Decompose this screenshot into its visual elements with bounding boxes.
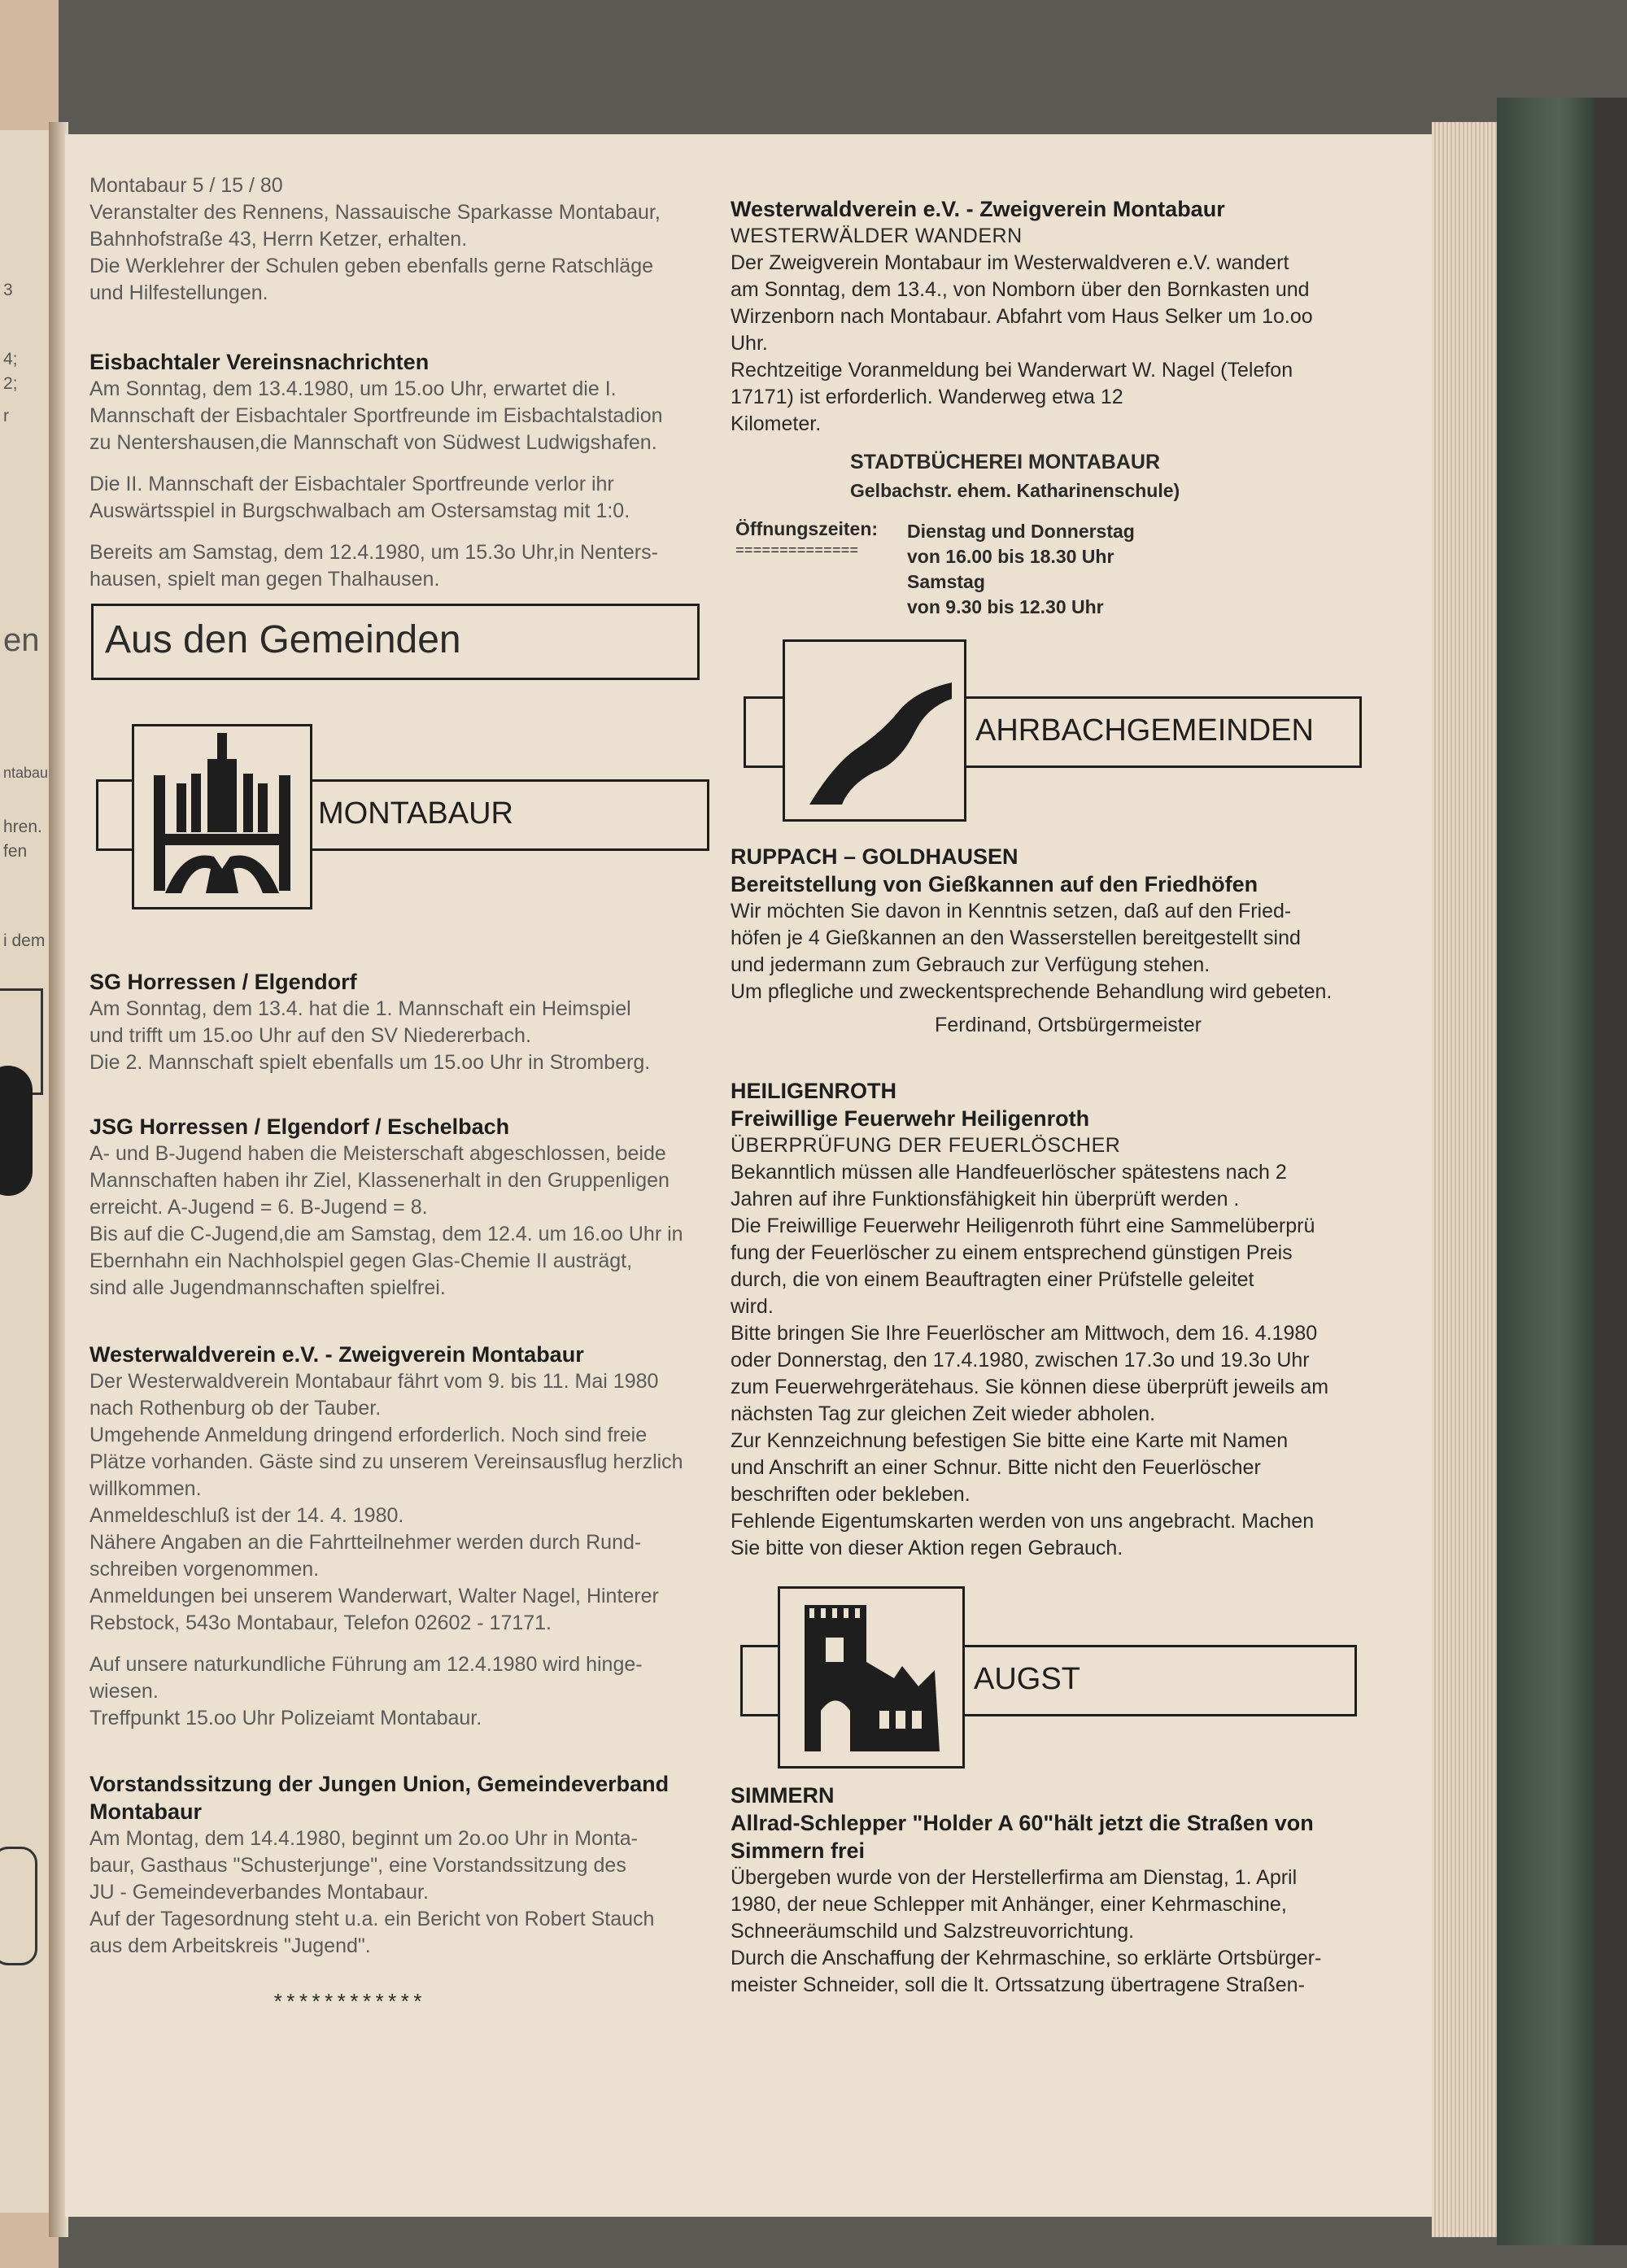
text-line: fung der Feuerlöscher zu einem entsprechend günstigen Preis bbox=[731, 1241, 1293, 1264]
text-line: Plätze vorhanden. Gäste sind zu unserem Vereinsausflug herzlich bbox=[89, 1450, 683, 1473]
text-line: hausen, spielt man gegen Thalhausen. bbox=[89, 568, 440, 591]
left-intro bbox=[89, 172, 724, 307]
page-edges bbox=[1432, 122, 1502, 2237]
text-line: A- und B-Jugend haben die Meisterschaft abgeschlossen, beide bbox=[89, 1142, 666, 1165]
castle-icon bbox=[134, 726, 310, 907]
prev-page-fragment: fen bbox=[3, 842, 28, 861]
text-line: Mannschaft der Eisbachtaler Sportfreunde im Eisbachtalstadion bbox=[89, 404, 663, 427]
text-line: Bis auf die C-Jugend,die am Samstag, dem 12.4. um 16.oo Uhr in bbox=[89, 1223, 683, 1245]
library-address: Gelbachstr. ehem. Katharinenschule) bbox=[850, 480, 1180, 501]
prev-page-fragment: 3 bbox=[3, 281, 13, 299]
text-line: Schneeräumschild und Salzstreuvorrichtung. bbox=[731, 1920, 1135, 1943]
text-line: am Sonntag, dem 13.4., von Nomborn über den Bornkasten und bbox=[731, 278, 1310, 301]
library-hours-label bbox=[735, 516, 914, 560]
text-line: erreicht. A-Jugend = 6. B-Jugend = 8. bbox=[89, 1196, 428, 1219]
text-line: JU - Gemeindeverbandes Montabaur. bbox=[89, 1881, 429, 1904]
library-notice bbox=[850, 449, 1257, 504]
article-heading: HEILIGENROTH bbox=[731, 1079, 897, 1103]
wwv-left-article bbox=[89, 1341, 732, 1732]
text-line: Nähere Angaben an die Fahrtteilnehmer werden durch Rund- bbox=[89, 1531, 642, 1554]
prev-page-fragment: en bbox=[3, 622, 40, 658]
text-line: Übergeben wurde von der Herstellerfirma am Dienstag, 1. April bbox=[731, 1866, 1298, 1889]
article-heading: Eisbachtaler Vereinsnachrichten bbox=[89, 350, 430, 374]
text-line: Rechtzeitige Voranmeldung bei Wanderwart W. Nagel (Telefon bbox=[731, 359, 1293, 382]
text-line: Anmeldungen bei unserem Wanderwart, Walter Nagel, Hinterer bbox=[89, 1585, 659, 1607]
text-line: Bitte bringen Sie Ihre Feuerlöscher am Mittwoch, dem 16. 4.1980 bbox=[731, 1322, 1318, 1345]
prev-page-emblem bbox=[0, 1066, 33, 1196]
hours-line: von 16.00 bis 18.30 Uhr bbox=[907, 546, 1114, 567]
tower-ruin-icon bbox=[780, 1589, 962, 1766]
text-line: Wirzenborn nach Montabaur. Abfahrt vom Haus Selker um 1o.oo bbox=[731, 305, 1313, 328]
text-line: nächsten Tag zur gleichen Zeit wieder abholen. bbox=[731, 1402, 1156, 1425]
article-heading: Vorstandssitzung der Jungen Union, Gemeindeverband bbox=[89, 1772, 670, 1796]
prev-page-fragment: 4; bbox=[3, 350, 18, 369]
text-line: Umgehende Anmeldung dringend erforderlich. Noch sind freie bbox=[89, 1424, 648, 1446]
text-line: Auf unsere naturkundliche Führung am 12.4.1980 wird hinge- bbox=[89, 1653, 643, 1676]
text-line: höfen je 4 Gießkannen an den Wasserstellen bereitgestellt sind bbox=[731, 927, 1301, 949]
text-line: baur, Gasthaus "Schusterjunge", eine Vorstandssitzung des bbox=[89, 1854, 626, 1877]
text-line: Sie bitte von dieser Aktion regen Gebrauch. bbox=[731, 1537, 1123, 1559]
text-line: zu Nentershausen,die Mannschaft von Südwest Ludwigshafen. bbox=[89, 431, 657, 454]
gemeinden-title: Aus den Gemeinden bbox=[105, 618, 461, 661]
gemeinden-banner bbox=[91, 604, 700, 680]
text-line: und Anschrift an einer Schnur. Bitte nicht den Feuerlöscher bbox=[731, 1456, 1261, 1479]
ruppach-article bbox=[731, 843, 1406, 1039]
text-line: schreiben vorgenommen. bbox=[89, 1558, 320, 1581]
jsg-article bbox=[89, 1113, 732, 1302]
text-line: Bereits am Samstag, dem 12.4.1980, um 15.3o Uhr,in Nenters- bbox=[89, 541, 658, 564]
text-line: Veranstalter des Rennens, Nassauische Sparkasse Montabaur, bbox=[89, 201, 661, 224]
article-subheading: Allrad-Schlepper "Holder A 60"hält jetzt die Straßen von bbox=[731, 1811, 1314, 1835]
prev-page-fragment: ntabau bbox=[3, 765, 49, 781]
book-cover bbox=[1497, 98, 1601, 2245]
text-line: meister Schneider, soll die lt. Ortssatzung übertragene Straßen- bbox=[731, 1974, 1305, 1996]
article-heading: Montabaur bbox=[89, 1799, 202, 1824]
montabaur-label: MONTABAUR bbox=[318, 796, 513, 831]
hours-line: Samstag bbox=[907, 571, 985, 592]
text-line: Rebstock, 543o Montabaur, Telefon 02602 - 17171. bbox=[89, 1612, 552, 1634]
text-line: Uhr. bbox=[731, 332, 768, 355]
hours-line: von 9.30 bis 12.30 Uhr bbox=[907, 596, 1104, 617]
article-subheading: Bereitstellung von Gießkannen auf den Friedhöfen bbox=[731, 872, 1258, 896]
text-line: 1980, der neue Schlepper mit Anhänger, einer Kehrmaschine, bbox=[731, 1893, 1287, 1916]
text-line: Treffpunkt 15.oo Uhr Polizeiamt Montabaur. bbox=[89, 1707, 482, 1729]
text-line: Ebernhahn ein Nachholspiel gegen Glas-Chemie II austrägt, bbox=[89, 1250, 633, 1272]
text-line: beschriften oder bekleben. bbox=[731, 1483, 971, 1506]
text-line: sind alle Jugendmannschaften spielfrei. bbox=[89, 1276, 446, 1299]
wwv-right-article bbox=[731, 195, 1406, 438]
article-subheading: Simmern frei bbox=[731, 1838, 866, 1863]
augst-label: AUGST bbox=[974, 1662, 1080, 1696]
text-line: Zur Kennzeichnung befestigen Sie bitte eine Karte mit Namen bbox=[731, 1429, 1289, 1452]
library-title: STADTBÜCHEREI MONTABAUR bbox=[850, 451, 1160, 473]
text-line: Der Westerwaldverein Montabaur fährt vom 9. bis 11. Mai 1980 bbox=[89, 1370, 659, 1393]
ahrbach-crest bbox=[783, 639, 966, 822]
article-subheading: Freiwillige Feuerwehr Heiligenroth bbox=[731, 1106, 1090, 1131]
text-line: durch, die von einem Beauftragten einer Prüfstelle geleitet bbox=[731, 1268, 1254, 1291]
text-line: Kilometer. bbox=[731, 412, 822, 435]
article-heading: SG Horressen / Elgendorf bbox=[89, 970, 357, 994]
hours-line: Dienstag und Donnerstag bbox=[907, 521, 1135, 542]
river-icon bbox=[785, 642, 964, 819]
text-line: Am Sonntag, dem 13.4.1980, um 15.oo Uhr, erwartet die I. bbox=[89, 377, 617, 400]
sg-article bbox=[89, 968, 732, 1076]
article-heading: Westerwaldverein e.V. - Zweigverein Montabaur bbox=[731, 197, 1225, 221]
article-heading: JSG Horressen / Elgendorf / Eschelbach bbox=[89, 1114, 510, 1139]
text-line: 17171) ist erforderlich. Wanderweg etwa 12 bbox=[731, 386, 1123, 408]
text-line: Jahren auf ihre Funktionsfähigkeit hin überprüft werden . bbox=[731, 1188, 1240, 1210]
article-heading: Westerwaldverein e.V. - Zweigverein Montabaur bbox=[89, 1342, 584, 1367]
text-line: Am Sonntag, dem 13.4. hat die 1. Mannschaft ein Heimspiel bbox=[89, 997, 631, 1020]
text-line: Bekanntlich müssen alle Handfeuerlöscher spätestens nach 2 bbox=[731, 1161, 1287, 1184]
text-line: Fehlende Eigentumskarten werden von uns angebracht. Machen bbox=[731, 1510, 1315, 1533]
text-line: und Hilfestellungen. bbox=[89, 281, 268, 304]
article-heading: SIMMERN bbox=[731, 1783, 835, 1808]
prev-page-fragment: r bbox=[3, 407, 9, 425]
ahrbach-label: AHRBACHGEMEINDEN bbox=[975, 713, 1314, 748]
previous-page-strip bbox=[0, 130, 52, 2213]
text-line: Die Freiwillige Feuerwehr Heiligenroth führt eine Sammelüberprü bbox=[731, 1215, 1315, 1237]
separator-stars: ************ bbox=[272, 1991, 425, 2016]
simmern-article bbox=[731, 1782, 1406, 1999]
article-subheading: WESTERWÄLDER WANDERN bbox=[731, 225, 1023, 247]
signature: Ferdinand, Ortsbürgermeister bbox=[935, 1014, 1202, 1036]
text-line: wird. bbox=[731, 1295, 774, 1318]
article-caps-heading: ÜBERPRÜFUNG DER FEUERLÖSCHER bbox=[731, 1134, 1121, 1157]
text-line: Am Montag, dem 14.4.1980, beginnt um 2o.oo Uhr in Monta- bbox=[89, 1827, 638, 1850]
text-line: aus dem Arbeitskreis "Jugend". bbox=[89, 1934, 371, 1957]
hours-underline: ============== bbox=[735, 543, 859, 560]
text-line: Mannschaften haben ihr Ziel, Klassenerhalt in den Gruppenligen bbox=[89, 1169, 670, 1192]
library-hours bbox=[907, 519, 1200, 620]
text-line: Bahnhofstraße 43, Herrn Ketzer, erhalten. bbox=[89, 228, 468, 251]
hours-label: Öffnungszeiten: bbox=[735, 518, 879, 539]
text-line: Auf der Tagesordnung steht u.a. ein Bericht von Robert Stauch bbox=[89, 1908, 655, 1930]
text-line: Der Zweigverein Montabaur im Westerwaldveren e.V. wandert bbox=[731, 251, 1289, 274]
text-line: wiesen. bbox=[89, 1680, 159, 1703]
prev-page-fragment: 2; bbox=[3, 374, 18, 393]
text-line: und jedermann zum Gebrauch zur Verfügung stehen. bbox=[731, 953, 1210, 976]
text-line: Wir möchten Sie davon in Kenntnis setzen, daß auf den Fried- bbox=[731, 900, 1292, 922]
text-line: Die 2. Mannschaft spielt ebenfalls um 15.oo Uhr in Stromberg. bbox=[89, 1051, 651, 1074]
text-line: Durch die Anschaffung der Kehrmaschine, so erklärte Ortsbürger- bbox=[731, 1947, 1322, 1969]
book-cover-edge bbox=[1594, 98, 1627, 2245]
text-line: und trifft um 15.oo Uhr auf den SV Niedererbach. bbox=[89, 1024, 531, 1047]
heiligenroth-article bbox=[731, 1077, 1406, 1562]
text-line: nach Rothenburg ob der Tauber. bbox=[89, 1397, 382, 1420]
text-line: zum Feuerwehrgerätehaus. Sie können diese überprüft jeweils am bbox=[731, 1376, 1329, 1398]
prev-page-emblem bbox=[0, 1847, 37, 1965]
prev-page-fragment: i dem bbox=[3, 931, 46, 950]
text-line: oder Donnerstag, den 17.4.1980, zwischen 17.3o und 19.3o Uhr bbox=[731, 1349, 1310, 1372]
prev-page-fragment: hren. bbox=[3, 818, 42, 836]
text-line: willkommen. bbox=[89, 1477, 202, 1500]
article-heading: RUPPACH – GOLDHAUSEN bbox=[731, 844, 1019, 869]
text-line: Um pflegliche und zweckentsprechende Behandlung wird gebeten. bbox=[731, 980, 1333, 1003]
eisbach-article bbox=[89, 348, 732, 593]
augst-crest bbox=[778, 1586, 965, 1769]
text-line: Die Werklehrer der Schulen geben ebenfalls gerne Ratschläge bbox=[89, 255, 654, 277]
ju-article bbox=[89, 1770, 732, 1960]
text-line: Anmeldeschluß ist der 14. 4. 1980. bbox=[89, 1504, 404, 1527]
text-line: Auswärtsspiel in Burgschwalbach am Ostersamstag mit 1:0. bbox=[89, 499, 630, 522]
text-line: Die II. Mannschaft der Eisbachtaler Sportfreunde verlor ihr bbox=[89, 473, 614, 495]
montabaur-crest bbox=[132, 724, 312, 909]
page-header: Montabaur 5 / 15 / 80 bbox=[89, 174, 283, 197]
